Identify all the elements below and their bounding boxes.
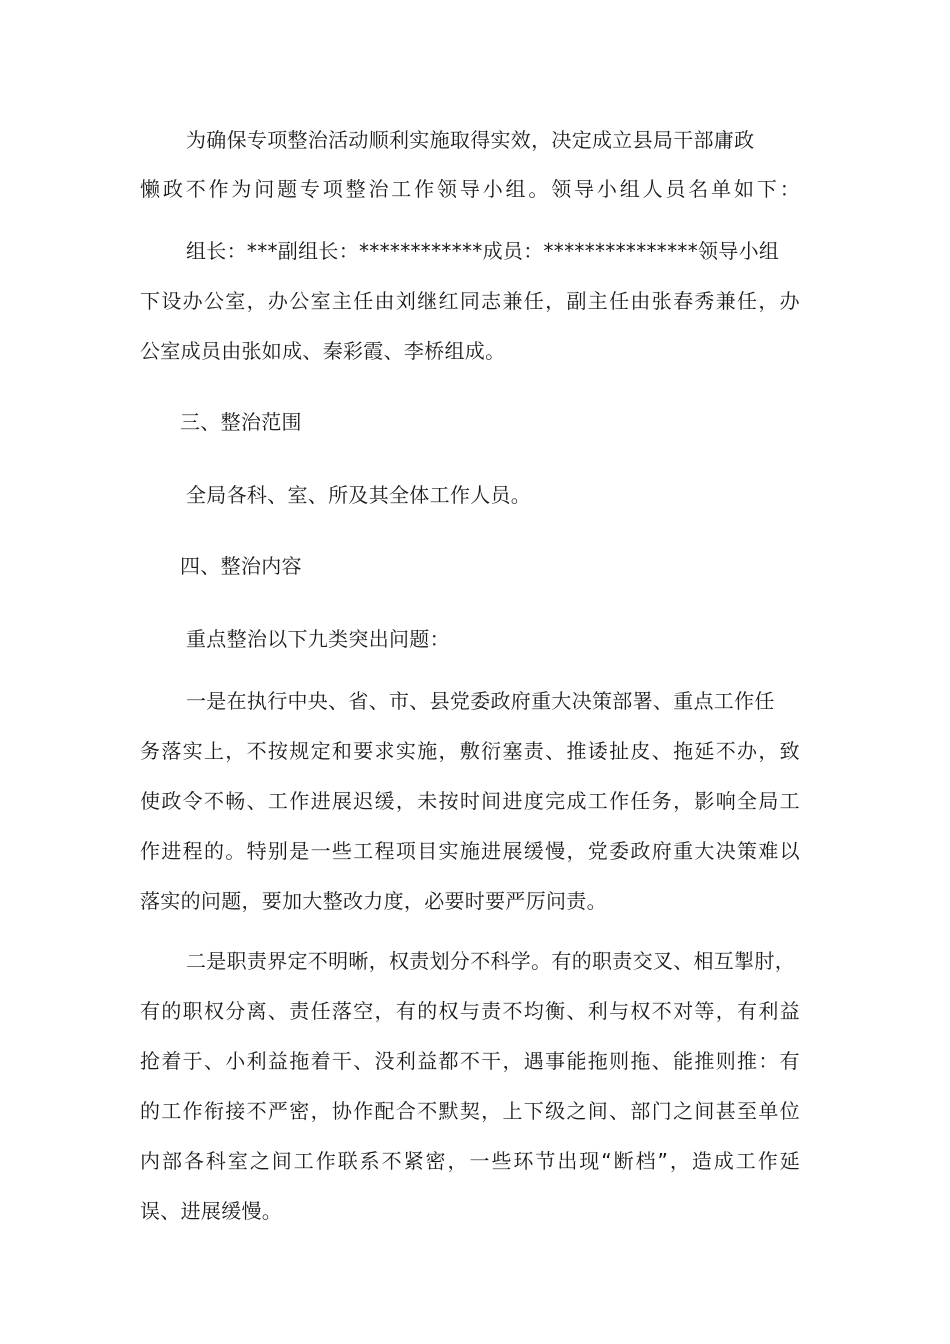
section-heading: 四、整治内容 bbox=[180, 554, 302, 578]
paragraph-line: 二是职责界定不明晰，权责划分不科学。有的职责交叉、相互掣肘， bbox=[186, 949, 795, 973]
paragraph-line: 下设办公室，办公室主任由刘继红同志兼任，副主任由张春秀兼任，办 bbox=[140, 289, 800, 313]
paragraph-line: 重点整治以下九类突出问题： bbox=[186, 627, 450, 651]
paragraph-line: 务落实上，不按规定和要求实施，敷衍塞责、推诿扯皮、拖延不办，致 bbox=[140, 739, 800, 763]
paragraph-line: 为确保专项整治活动顺利实施取得实效，决定成立县局干部庸政 bbox=[186, 128, 755, 152]
paragraph-line: 的工作衔接不严密，协作配合不默契，上下级之间、部门之间甚至单位 bbox=[140, 1099, 800, 1123]
paragraph-line: 公室成员由张如成、秦彩霞、李桥组成。 bbox=[140, 339, 506, 363]
paragraph-line: 抢着于、小利益拖着干、没利益都不干，遇事能拖则拖、能推则推：有 bbox=[140, 1049, 800, 1073]
paragraph-line: 全局各科、室、所及其全体工作人员。 bbox=[186, 483, 532, 507]
paragraph-line: 组长：***副组长：************成员：***************领导小组 bbox=[186, 239, 780, 263]
paragraph-line: 一是在执行中央、省、市、县党委政府重大决策部署、重点工作任 bbox=[186, 689, 775, 713]
section-heading: 三、整治范围 bbox=[180, 410, 302, 434]
paragraph-line: 有的职权分离、责任落空，有的权与责不均衡、利与权不对等，有利益 bbox=[140, 999, 800, 1023]
paragraph-line: 使政令不畅、工作进展迟缓，未按时间进度完成工作任务，影响全局工 bbox=[140, 789, 800, 813]
paragraph-line: 作进程的。特别是一些工程项目实施进展缓慢，党委政府重大决策难以 bbox=[140, 839, 800, 863]
paragraph-line: 误、进展缓慢。 bbox=[140, 1199, 283, 1223]
paragraph-line: 内部各科室之间工作联系不紧密，一些环节出现“断档”，造成工作延 bbox=[140, 1149, 800, 1173]
paragraph-line: 懒政不作为问题专项整治工作领导小组。领导小组人员名单如下： bbox=[140, 177, 800, 201]
paragraph-line: 落实的问题，要加大整改力度，必要时要严厉问责。 bbox=[140, 889, 607, 913]
